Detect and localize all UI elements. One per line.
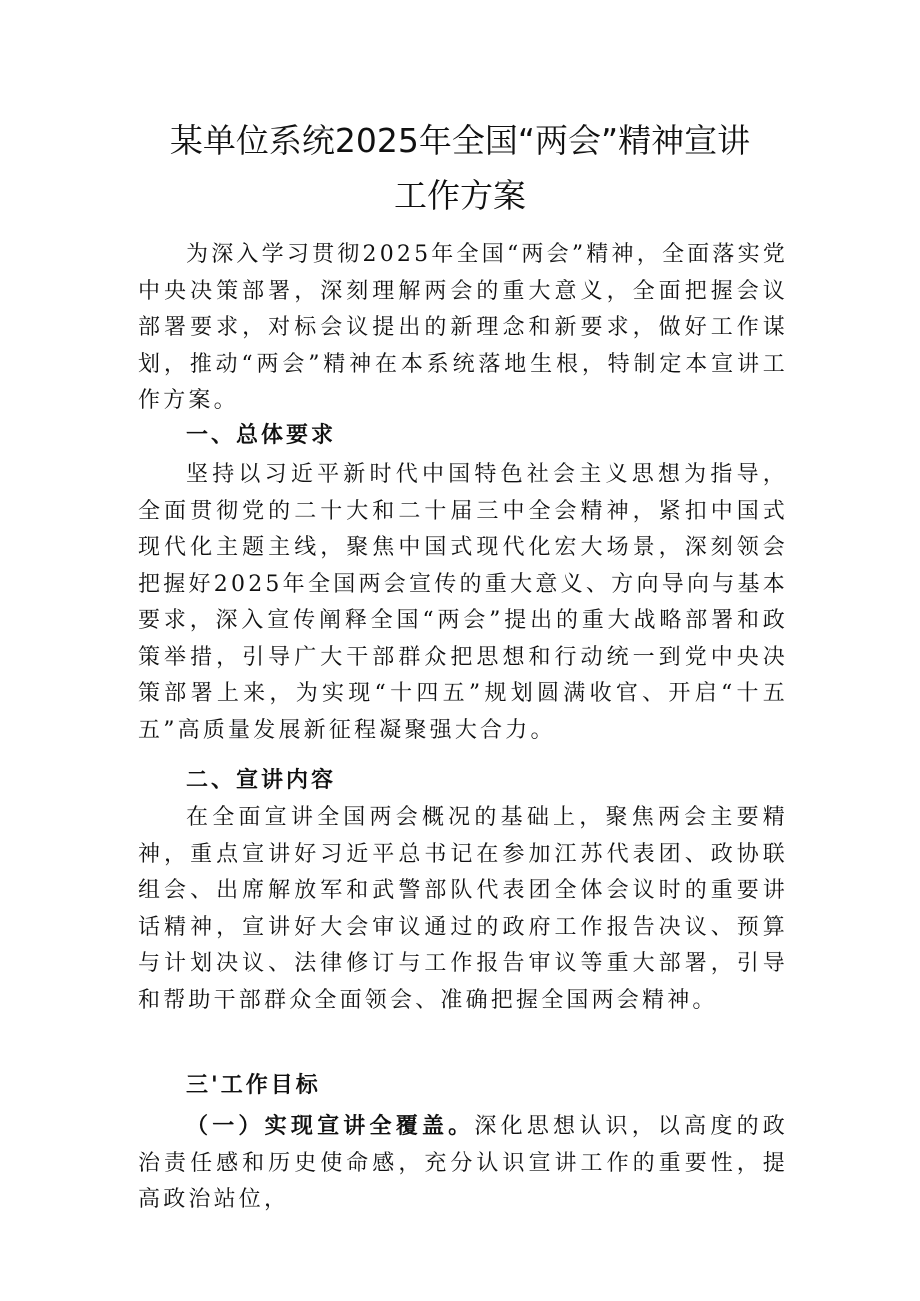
intro-paragraph: 为深入学习贯彻2025年全国“两会”精神，全面落实党中央决策部署，深刻理解两会的重大意义，全面把握会议部署要求，对标会议提出的新理念和新要求，做好工作谋划，推动“两会”精神在本系统落地生根，特制定本宣讲工作方案。 [138,242,788,413]
subsection-1-lead: （一）实现宣讲全覆盖。 [186,1114,475,1139]
section-2-heading: 二、宣讲内容 [186,768,337,793]
document-title-line-1: 某单位系统2025年全国“两会”精神宣讲 [169,121,751,160]
document-title-line-2: 工作方案 [394,176,526,215]
subsection-1-paragraph [138,1109,788,1219]
subsection-1-body: 深化思想认识，以高度的政治责任感和历史使命感，充分认识宣讲工作的重要性，提高政治站位， [138,1114,789,1212]
section-1-paragraph: 坚持以习近平新时代中国特色社会主义思想为指导，全面贯彻党的二十大和二十届三中全会精神，紧扣中国式现代化主题主线，聚焦中国式现代化宏大场景，深刻领会把握好2025年全国两会宣传的重大意义、方向导向与基本要求，深入宣传阐释全国“两会”提出的重大战略部署和政策举措，引导广大干部群众把思想和行动统一到党中央决策部署上来，为实现“十四五”规划圆满收官、开启“十五五”高质量发展新征程凝聚强大合力。 [138,462,788,743]
section-1-heading: 一、总体要求 [186,423,337,448]
section-2-paragraph: 在全面宣讲全国两会概况的基础上，聚焦两会主要精神，重点宣讲好习近平总书记在参加江苏代表团、政协联组会、出席解放军和武警部队代表团全体会议时的重要讲话精神，宣讲好大会审议通过的政府工作报告决议、预算与计划决议、法律修订与工作报告审议等重大部署，引导和帮助干部群众全面领会、准确把握全国两会精神。 [138,805,788,1013]
section-3-heading: 三'工作目标 [186,1073,321,1098]
